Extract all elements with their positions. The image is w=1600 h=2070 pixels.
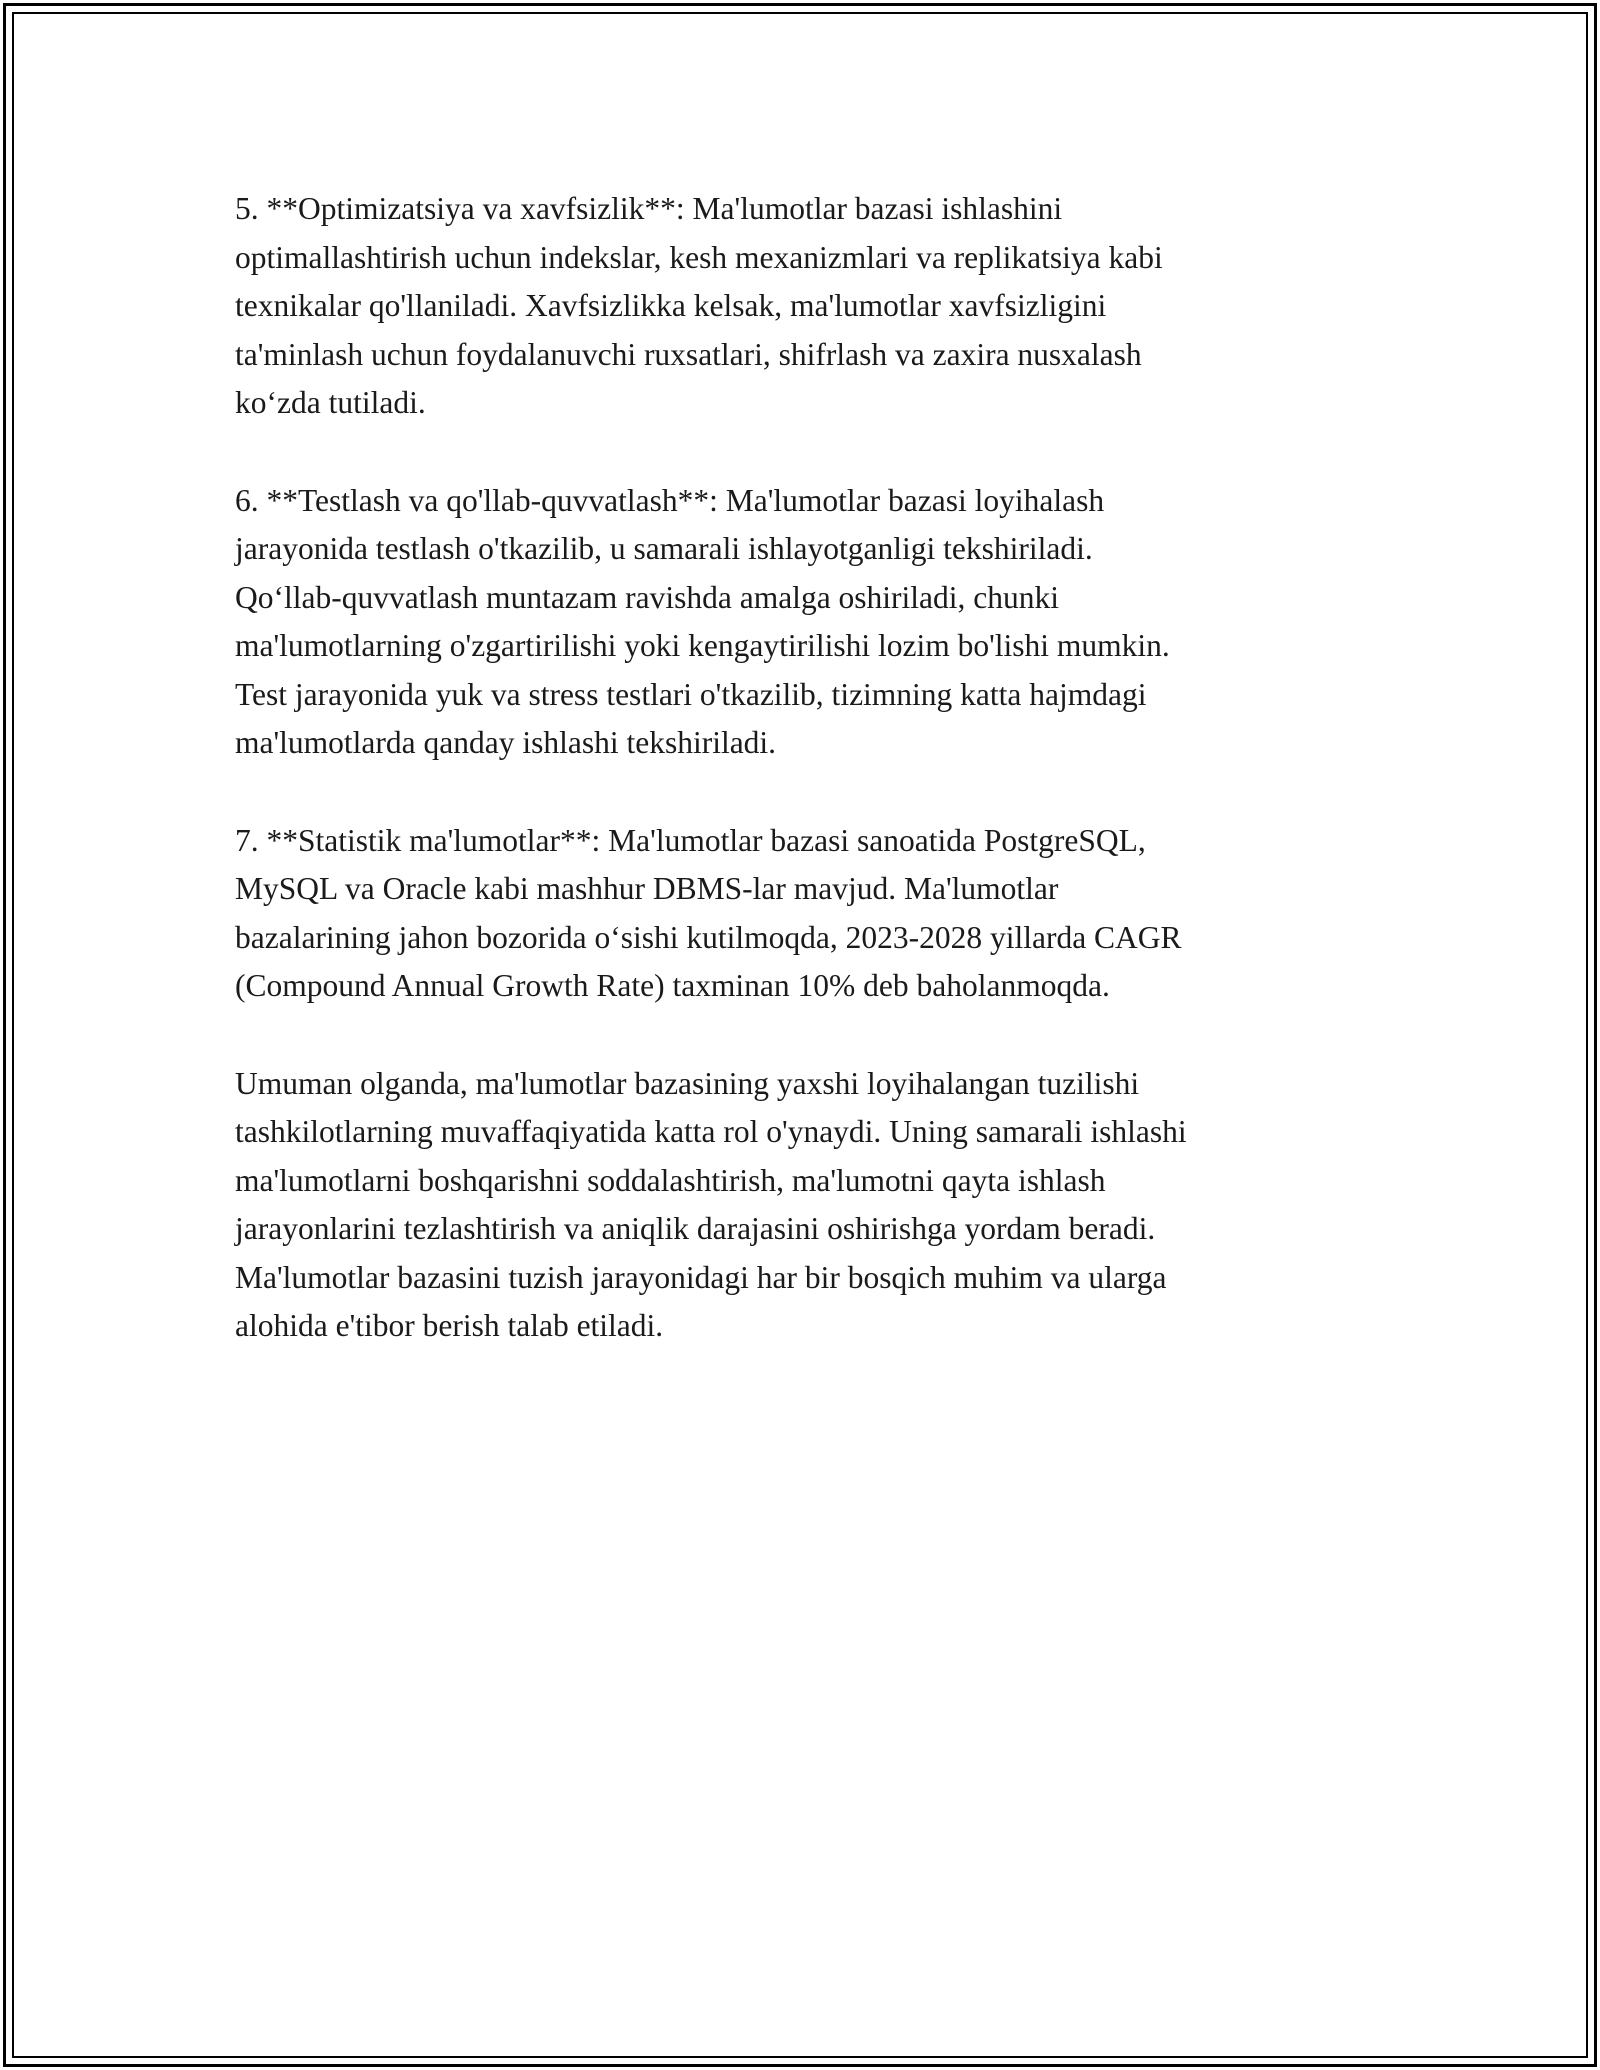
- text-line: ko‘zda tutiladi.: [235, 385, 426, 420]
- text-line: optimallashtirish uchun indekslar, kesh mexanizmlari va replikatsiya kabi: [235, 239, 1163, 275]
- text-line: tashkilotlarning muvaffaqiyatida katta rol o'ynaydi. Uning samarali ishlashi: [235, 1114, 1187, 1149]
- text-line: 5. **Optimizatsiya va xavfsizlik**: Ma'lumotlar bazasi ishlashini: [235, 191, 1063, 226]
- paragraph-statistics: [235, 817, 1365, 1011]
- document-body: [235, 185, 1365, 1400]
- paragraph-testing-support: [235, 477, 1365, 768]
- text-line: Test jarayonida yuk va stress testlari o'tkazilib, tizimning katta hajmdagi: [235, 676, 1147, 712]
- text-line: (Compound Annual Growth Rate) taxminan 10% deb baholanmoqda.: [235, 968, 1110, 1003]
- text-line: Qo‘llab-quvvatlash muntazam ravishda amalga oshiriladi, chunki: [235, 579, 1060, 615]
- text-line: Umuman olganda, ma'lumotlar bazasining yaxshi loyihalangan tuzilishi: [235, 1065, 1140, 1101]
- text-line: jarayonida testlash o'tkazilib, u samarali ishlayotganligi tekshiriladi.: [235, 531, 1093, 566]
- text-line: 6. **Testlash va qo'llab-quvvatlash**: Ma'lumotlar bazasi loyihalash: [235, 482, 1105, 518]
- text-line: ma'lumotlarda qanday ishlashi tekshiriladi.: [235, 725, 777, 760]
- text-line: MySQL va Oracle kabi mashhur DBMS-lar mavjud. Ma'lumotlar: [235, 871, 1059, 906]
- paragraph-conclusion: [235, 1060, 1365, 1351]
- text-line: jarayonlarini tezlashtirish va aniqlik darajasini oshirishga yordam beradi.: [235, 1211, 1156, 1246]
- text-line: ma'lumotlarni boshqarishni soddalashtirish, ma'lumotni qayta ishlash: [235, 1162, 1106, 1198]
- text-line: ma'lumotlarning o'zgartirilishi yoki kengaytirilishi lozim bo'lishi mumkin.: [235, 628, 1170, 663]
- text-line: 7. **Statistik ma'lumotlar**: Ma'lumotlar bazasi sanoatida PostgreSQL,: [235, 822, 1146, 858]
- text-line: alohida e'tibor berish talab etiladi.: [235, 1308, 664, 1343]
- paragraph-optimization-security: [235, 185, 1365, 428]
- text-line: bazalarining jahon bozorida o‘sishi kutilmoqda, 2023-2028 yillarda CAGR: [235, 919, 1182, 955]
- text-line: Ma'lumotlar bazasini tuzish jarayonidagi har bir bosqich muhim va ularga: [235, 1259, 1167, 1295]
- text-line: ta'minlash uchun foydalanuvchi ruxsatlari, shifrlash va zaxira nusxalash: [235, 336, 1142, 372]
- text-line: texnikalar qo'llaniladi. Xavfsizlikka kelsak, ma'lumotlar xavfsizligini: [235, 288, 1107, 323]
